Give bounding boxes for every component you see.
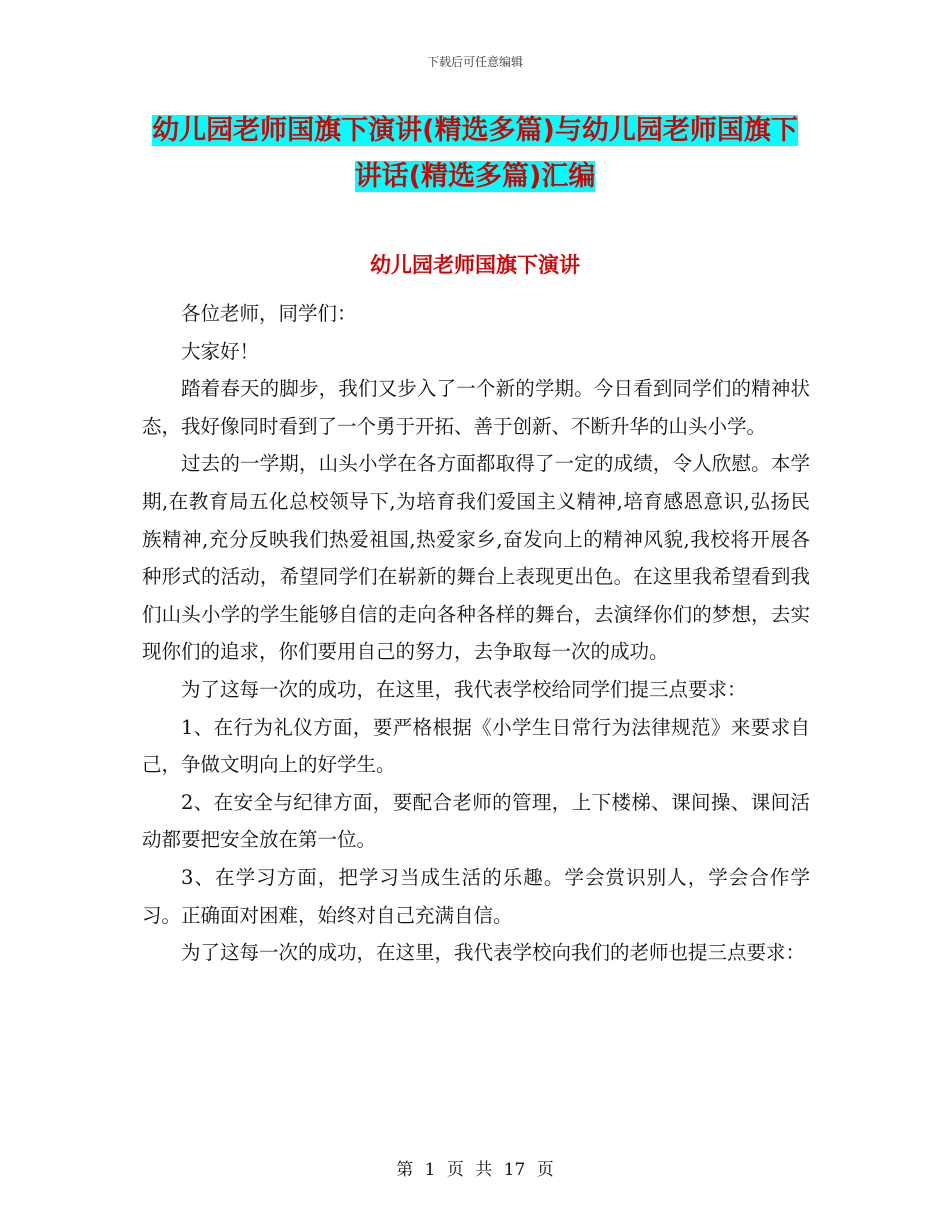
paragraph: 踏着春天的脚步，我们又步入了一个新的学期。今日看到同学们的精神状态，我好像同时看到了一个勇于开拓、善于创新、不断升华的山头小学。 bbox=[142, 377, 810, 438]
paragraph: 过去的一学期，山头小学在各方面都取得了一定的成绩，令人欣慰。本学期,在教育局五化总校领导下,为培育我们爱国主义精神,培育感恩意识,弘扬民族精神,充分反映我们热爱祖国,热爱家乡,奋发向上的精神风貌,我校将开展各种形式的活动，希望同学们在崭新的舞台上表现更出色。在这里我希望看到我们山头小学的学生能够自信的走向各种各样的舞台，去演绎你们的梦想，去实现你们的追求，你们要用自己的努力，去争取每一次的成功。 bbox=[142, 452, 810, 664]
header-note: 下载后可任意编辑 bbox=[426, 55, 523, 69]
paragraph-requirement-1: 1、在行为礼仪方面，要严格根据《小学生日常行为法律规范》来要求自己，争做文明向上的好学生。 bbox=[142, 715, 810, 777]
paragraph-requirement-3: 3、在学习方面，把学习当成生活的乐趣。学会赏识别人，学会合作学习。正确面对困难，始终对自己充满自信。 bbox=[142, 865, 810, 927]
document-title-text: 幼儿园老师国旗下演讲(精选多篇)与幼儿园老师国旗下讲话(精选多篇)汇编 bbox=[152, 115, 798, 192]
document-title bbox=[140, 108, 810, 200]
paragraph-greeting: 大家好！ bbox=[181, 339, 260, 363]
paragraph-requirement-2: 2、在安全与纪律方面，要配合老师的管理，上下楼梯、课间操、课间活动都要把安全放在第一位。 bbox=[142, 790, 810, 852]
document-body bbox=[142, 295, 810, 972]
section-title: 幼儿园老师国旗下演讲 bbox=[370, 253, 580, 277]
page-number: 第 1 页 共 17 页 bbox=[396, 1160, 554, 1180]
paragraph: 为了这每一次的成功，在这里，我代表学校向我们的老师也提三点要求： bbox=[181, 941, 806, 965]
paragraph-salutation: 各位老师，同学们： bbox=[181, 302, 357, 325]
paragraph: 为了这每一次的成功，在这里，我代表学校给同学们提三点要求： bbox=[181, 677, 747, 701]
